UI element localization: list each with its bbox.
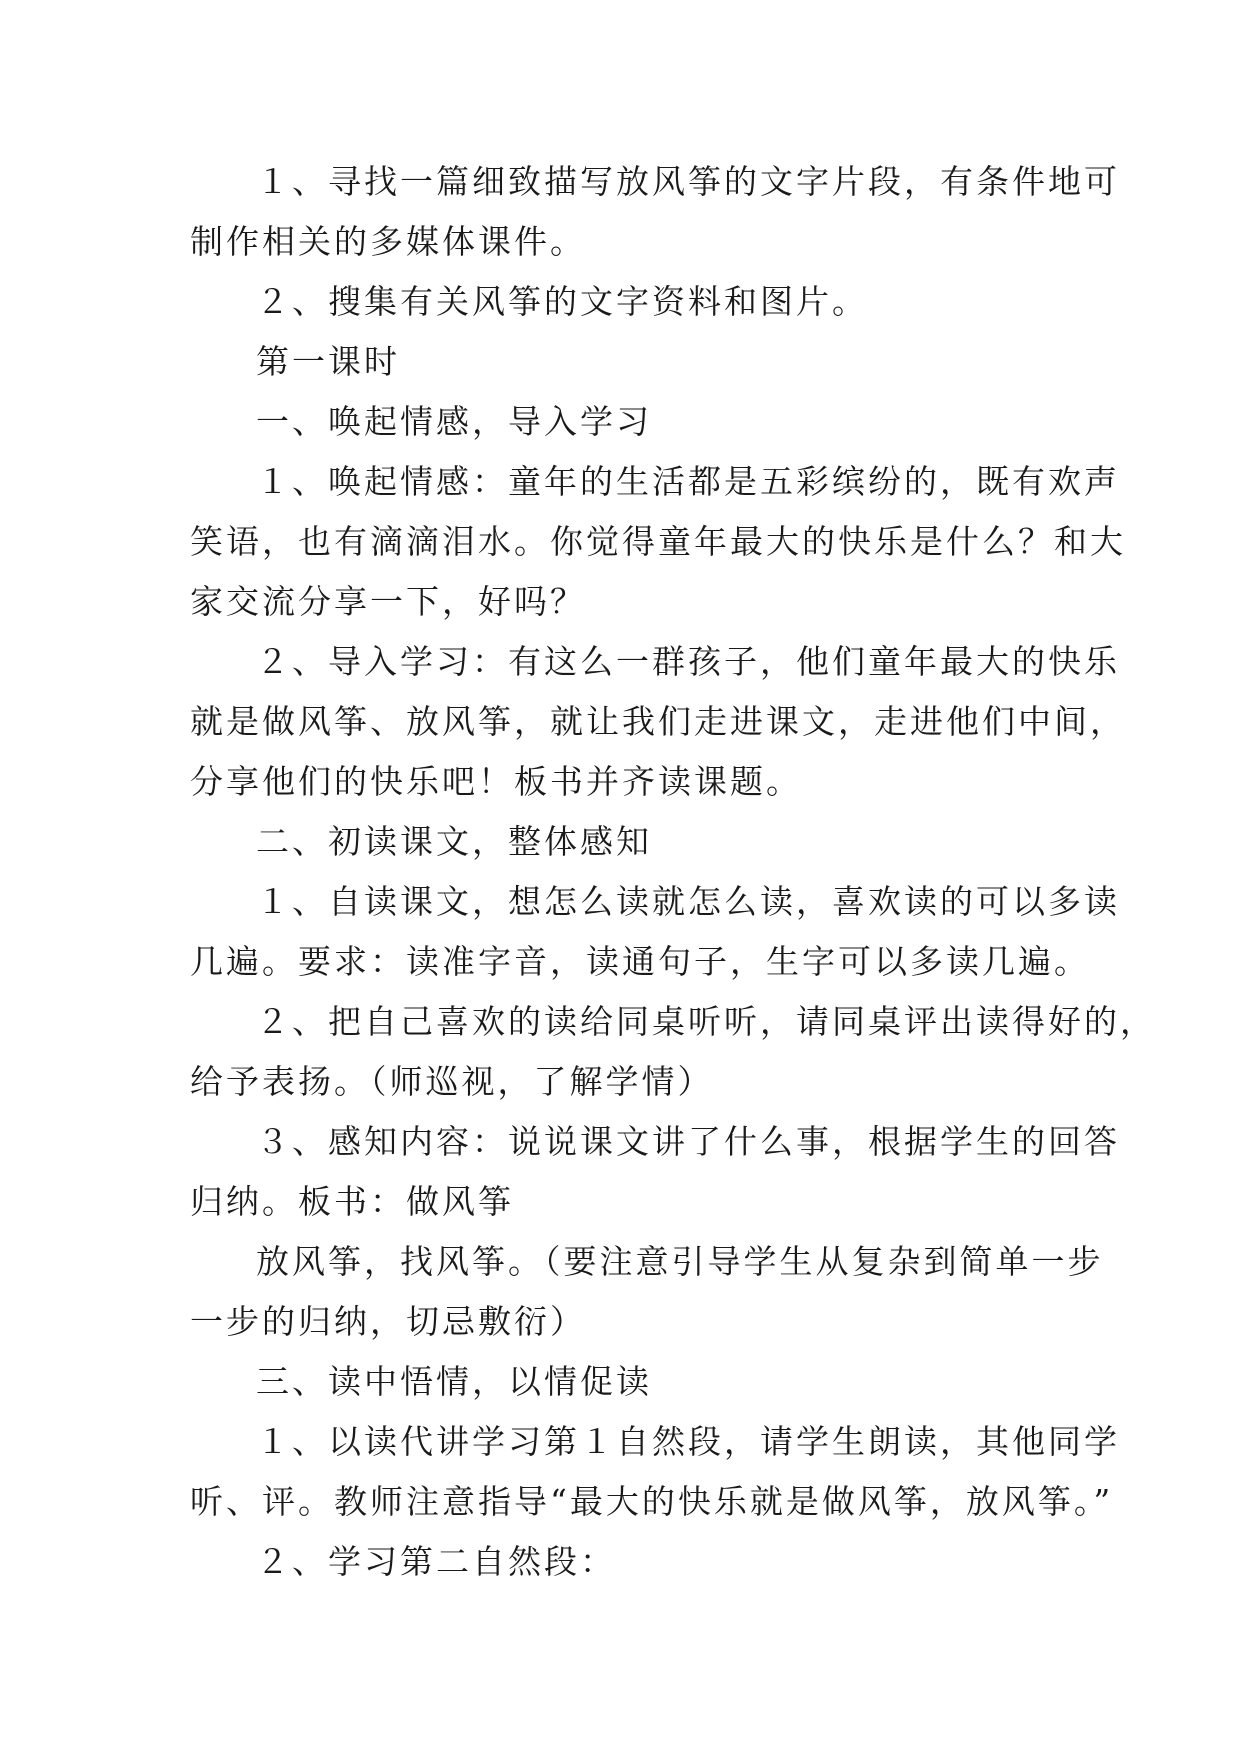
paragraph	[190, 452, 1126, 632]
document-body	[190, 152, 1156, 1592]
paragraph-line: 给予表扬。（师巡视，了解学情）	[190, 1062, 714, 1101]
paragraph-line: 放风筝，找风筝。（要注意引导学生从复杂到简单一步	[256, 1242, 1104, 1281]
paragraph-line: １、寻找一篇细致描写放风筝的文字片段，有条件地可	[256, 162, 1120, 201]
section-heading	[190, 332, 1050, 392]
paragraph-line: ２、搜集有关风筝的文字资料和图片。	[256, 282, 868, 321]
paragraph-line: 归纳。板书：做风筝	[190, 1182, 514, 1221]
paragraph-line: １、唤起情感：童年的生活都是五彩缤纷的，既有欢声	[256, 462, 1120, 501]
section-heading	[190, 812, 1050, 872]
paragraph-line: ２、把自己喜欢的读给同桌听听，请同桌评出读得好的，	[256, 1002, 1156, 1041]
paragraph-line: ２、学习第二自然段：	[256, 1542, 616, 1581]
paragraph	[190, 632, 1126, 812]
paragraph	[190, 1232, 1104, 1352]
paragraph	[190, 992, 1156, 1112]
paragraph-line: 分享他们的快乐吧！板书并齐读课题。	[190, 762, 802, 801]
paragraph-line: 一步的归纳，切忌敷衍）	[190, 1302, 586, 1341]
paragraph	[190, 872, 1120, 992]
paragraph-line: ２、导入学习：有这么一群孩子，他们童年最大的快乐	[256, 642, 1120, 681]
paragraph	[190, 272, 1050, 332]
paragraph	[190, 1112, 1120, 1232]
section-heading	[190, 1352, 1050, 1412]
paragraph	[190, 152, 1120, 272]
paragraph	[190, 1412, 1120, 1532]
paragraph-line: 几遍。要求：读准字音，读通句子，生字可以多读几遍。	[190, 942, 1090, 981]
paragraph-line: 家交流分享一下，好吗？	[190, 582, 586, 621]
paragraph-line: 笑语，也有滴滴泪水。你觉得童年最大的快乐是什么？和大	[190, 522, 1126, 561]
paragraph-line: 制作相关的多媒体课件。	[190, 222, 586, 261]
paragraph-line: ３、感知内容：说说课文讲了什么事，根据学生的回答	[256, 1122, 1120, 1161]
paragraph-line: 二、初读课文，整体感知	[256, 822, 652, 861]
paragraph	[190, 1532, 1050, 1592]
paragraph-line: 第一课时	[256, 342, 400, 381]
section-heading	[190, 392, 1050, 452]
paragraph-line: 就是做风筝、放风筝，就让我们走进课文，走进他们中间，	[190, 702, 1126, 741]
paragraph-line: 一、唤起情感，导入学习	[256, 402, 652, 441]
paragraph-line: 听、评。教师注意指导“最大的快乐就是做风筝，放风筝。”	[190, 1482, 1114, 1521]
paragraph-line: １、自读课文，想怎么读就怎么读，喜欢读的可以多读	[256, 882, 1120, 921]
paragraph-line: 三、读中悟情，以情促读	[256, 1362, 652, 1401]
paragraph-line: １、以读代讲学习第１自然段，请学生朗读，其他同学	[256, 1422, 1120, 1461]
